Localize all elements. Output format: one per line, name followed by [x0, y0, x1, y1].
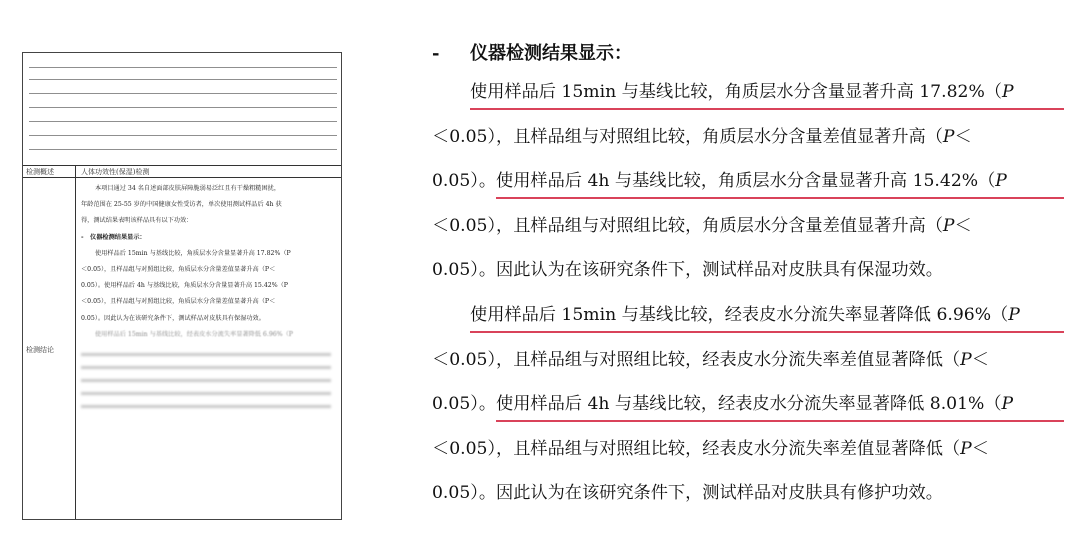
text-segment: ＜	[954, 215, 972, 236]
p-symbol: P	[960, 349, 972, 370]
text-line	[432, 382, 1072, 427]
highlight-underline	[470, 331, 1064, 333]
text-segment: ＜0.05），且样品组与对照组比较，经表皮水分流失率差值显著降低（	[432, 438, 961, 459]
text-segment: 使用样品后 15min 与基线比较，角质层水分含量显著升高 17.82%（	[470, 82, 1002, 102]
highlight-underline	[496, 197, 1064, 199]
table-column-divider	[75, 165, 76, 519]
highlight-underline	[470, 108, 1064, 110]
conclusion-text	[81, 181, 335, 343]
thumb-line: 得，测试结果表明该样品具有以下功效：	[81, 217, 193, 225]
thumb-line: 本项目通过 34 名自述面部皮肤屏障脆弱易泛红且有干燥粗糙困扰，	[95, 185, 281, 192]
method-label: 检测概述	[26, 168, 54, 176]
text-segment: ＜	[954, 126, 972, 147]
p-symbol: P	[942, 126, 955, 147]
p-symbol: P	[960, 438, 972, 459]
highlight-underline	[496, 420, 1064, 422]
report-thumbnail	[22, 52, 342, 520]
text-line	[432, 115, 1072, 160]
text-segment: ＜	[971, 349, 989, 370]
thumb-line: 使用样品后 15min 与基线比较，经表皮水分流失率显著降低 6.96%（P	[95, 330, 293, 338]
blurred-line	[29, 79, 337, 80]
blurred-line	[29, 121, 337, 122]
thumb-line: 年龄范围在 25-55 岁的中国健康女性受访者，单次使用测试样品后 4h 获	[81, 201, 282, 209]
text-segment: 使用样品后 15min 与基线比较，经表皮水分流失率显著降低 6.96%（	[470, 304, 1009, 325]
thumb-line: ＜0.05），且样品组与对照组比较，角质层水分含量差值显著升高（P＜	[81, 266, 276, 274]
blurred-text-block	[81, 353, 331, 415]
text-segment: ＜0.05），且样品组与对照组比较，角质层水分含量差值显著升高（	[432, 215, 943, 236]
thumb-line: 0.05）。使用样品后 4h 与基线比较，角质层水分含量显著升高 15.42%（P	[81, 282, 288, 290]
blurred-line	[29, 67, 337, 68]
thumb-heading: - 仪器检测结果显示：	[81, 233, 146, 241]
repair-paragraph	[432, 293, 1072, 516]
text-segment: ＜0.05），且样品组与对照组比较，角质层水分含量差值显著升高（	[432, 126, 943, 147]
blurred-line	[29, 135, 337, 136]
blurred-line	[29, 107, 337, 108]
blurred-line	[29, 93, 337, 94]
text-line	[432, 293, 1072, 338]
p-symbol: P	[995, 171, 1007, 192]
text-line	[432, 338, 1072, 383]
heading-text: 仪器检测结果显示：	[470, 43, 632, 64]
text-line	[432, 70, 1072, 115]
conclusion-label: 检测结论	[26, 346, 54, 354]
blurred-line	[29, 149, 337, 150]
thumb-heading-text: 仪器检测结果显示：	[90, 233, 146, 241]
thumb-line: ＜0.05），且样品组与对照组比较，角质层水分含量差值显著升高（P＜	[81, 298, 276, 306]
heading-dash: -	[432, 43, 440, 64]
p-symbol: P	[1008, 304, 1020, 325]
p-symbol: P	[1001, 82, 1014, 102]
text-line: 0.05）。因此认为在该研究条件下，测试样品对皮肤具有保湿功效。	[432, 260, 943, 281]
text-segment: ＜	[971, 438, 989, 459]
thumb-line: 使用样品后 15min 与基线比较，角质层水分含量显著升高 17.82%（P	[95, 249, 291, 257]
text-segment: 0.05）。使用样品后 4h 与基线比较，经表皮水分流失率显著降低 8.01%（	[432, 394, 1002, 415]
text-segment: 0.05）。使用样品后 4h 与基线比较，角质层水分含量显著升高 15.42%（	[432, 171, 996, 192]
section-heading	[432, 38, 1072, 70]
table-row-divider	[23, 177, 341, 178]
text-line: 0.05）。因此认为在该研究条件下，测试样品对皮肤具有修护功效。	[432, 483, 943, 504]
moisture-paragraph	[432, 70, 1072, 293]
text-line	[432, 159, 1072, 204]
table-row-divider	[23, 165, 341, 166]
p-symbol: P	[942, 215, 955, 236]
text-line	[432, 427, 1072, 472]
thumb-line: 0.05）。因此认为在该研究条件下，测试样品对皮肤具有保湿功效。	[81, 314, 265, 322]
text-segment: ＜0.05），且样品组与对照组比较，经表皮水分流失率差值显著降低（	[432, 349, 961, 370]
enlarged-excerpt	[432, 38, 1072, 516]
text-line	[432, 204, 1072, 249]
p-symbol: P	[1001, 394, 1014, 415]
method-value: 人体功效性(保湿)检测	[81, 168, 150, 176]
